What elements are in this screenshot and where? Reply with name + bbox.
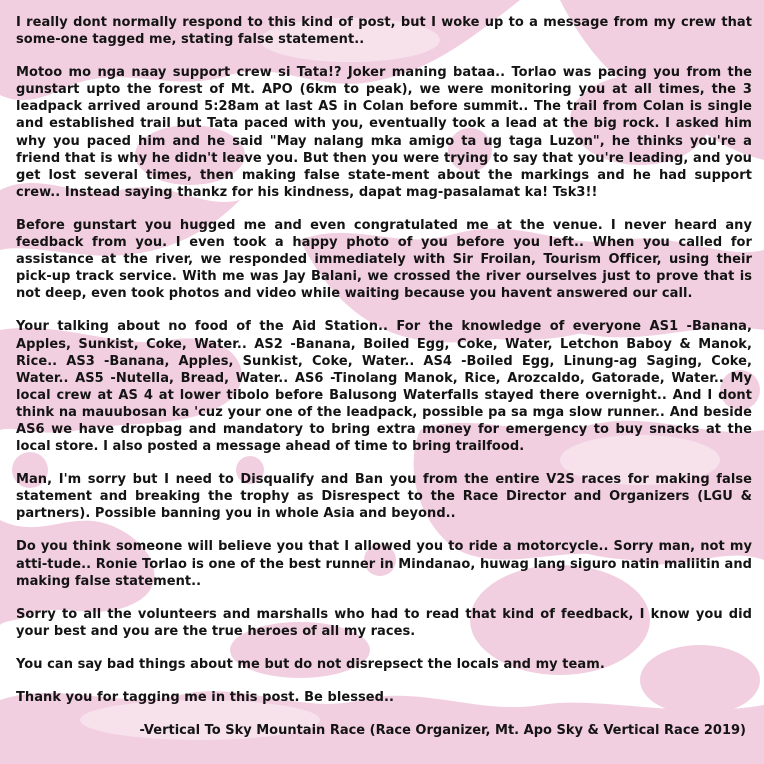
signature: -Vertical To Sky Mountain Race (Race Organizer, Mt. Apo Sky & Vertical Race 2019) (139, 723, 746, 739)
paragraph-support-crew: Motoo mo nga naay support crew si Tata!? Joker maning bataa.. Torlao was pacing you from the gunstart upto the forest of Mt. APO (6km to peak), we were monitoring you at all times, the 3 leadpack arrived around 5:28am at last AS in Colan before summit.. The trail from Colan is single and established trail but Tata paced with you, eventually took a lead at the big rock. I asked him why you paced him and he said "May nalang mka amigo ta ug taga Luzon", he thinks you're a friend that is why he didn't leave you. But then you were trying to say that you're leading, and you get lost several times, then making false state-ment about the markings and he had support crew.. Instead saying thankz for his kindness, dapat mag-pasalamat ka! Tsk3!! (16, 65, 752, 200)
paragraph-locals: You can say bad things about me but do not disrepsect the locals and my team. (16, 656, 605, 672)
paragraph-motorcycle: Do you think someone will believe you that I allowed you to ride a motorcycle.. Sorry man, not my atti-tude.. Ronie Torlao is one of the best runner in Mindanao, huwag lang siguro natin maliitin and making false statement.. (16, 539, 752, 589)
paragraph-volunteers: Sorry to all the volunteers and marshalls who had to read that kind of feedback, I know you did your best and you are the true heroes of all my races. (16, 606, 752, 639)
paragraph-aid-station: Your talking about no food of the Aid Station.. For the knowledge of everyone AS1 -Banana, Apples, Sunkist, Coke, Water.. AS2 -Banana, Boiled Egg, Coke, Water, Letchon Baboy & Manok, Rice.. AS3 -Banana, Apples, Sunkist, Coke, Water.. AS4 -Boiled Egg, Linung-ag Saging, Coke, Water.. AS5 -Nutella, Bread, Water.. AS6 -Tinolang Manok, Rice, Arozcaldo, Gatorade, Water.. My local crew at AS 4 at lower tibolo before Balusong Waterfalls stayed there overnight.. And I dont think na mauubosan ka 'cuz your one of the leadpack, possible pa sa mga slow runner.. And beside AS6 we have dropbag and mandatory to bring extra money for emergency to buy snacks at the local store. I also posted a message ahead of time to bring trailfood. (16, 319, 752, 455)
paragraph-intro: I really dont normally respond to this kind of post, but I woke up to a message from my crew that some-one tagged me, stating false statement.. (16, 15, 752, 48)
paragraph-gunstart: Before gunstart you hugged me and even congratulated me at the venue. I never heard any feedback from you. I even took a happy photo of you before you left.. When you called for assistance at the river, we responded immediately with Sir Froilan, Tourism Officer, using their pick-up track service. With me was Jay Balani, we crossed the river ourselves just to prove that is not deep, even took photos and video while waiting because you havent answered our call. (16, 217, 752, 302)
paragraph-disqualify: Man, I'm sorry but I need to Disqualify and Ban you from the entire V2S races for making false statement and breaking the trophy as Disrespect to the Race Director and Organizers (LGU & partners). Possible banning you in whole Asia and beyond.. (16, 472, 752, 522)
paragraph-thanks: Thank you for tagging me in this post. Be blessed.. (16, 690, 394, 705)
post-text (16, 14, 752, 739)
